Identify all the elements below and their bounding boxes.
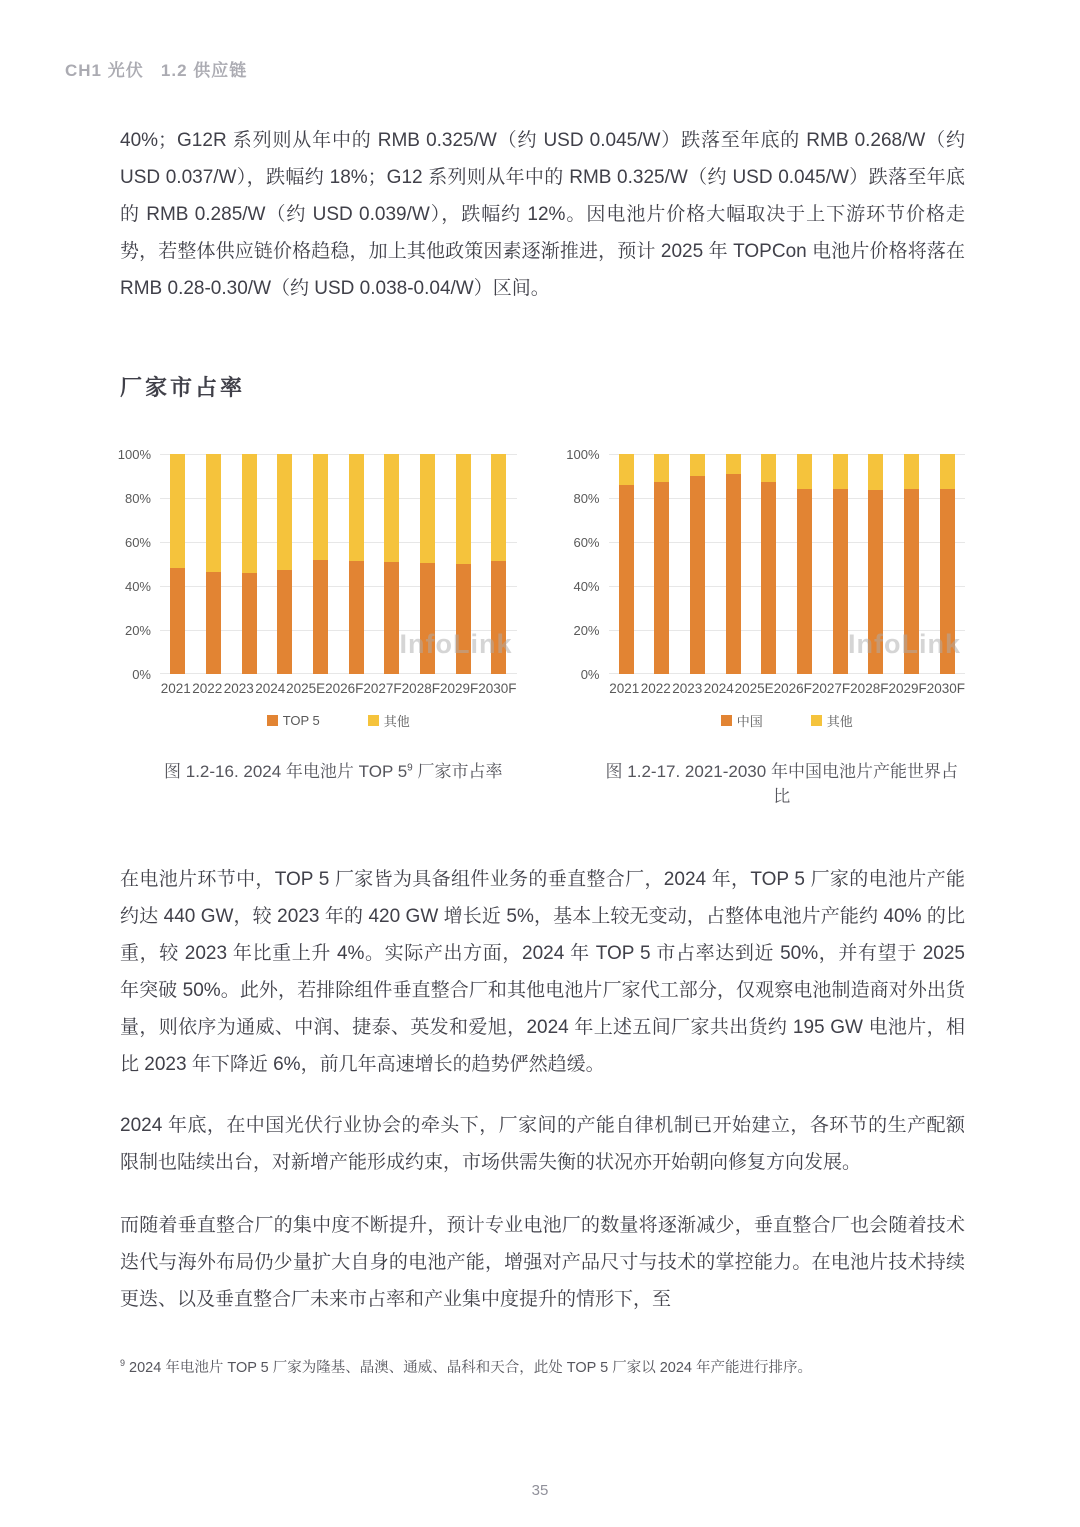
bar-segment-main [761,482,776,675]
x-tick-label: 2028F [850,681,889,696]
bar-stack [242,454,257,674]
x-tick-label: 2026F [773,681,812,696]
bar-segment-other [940,454,955,489]
bar-stack [170,454,185,674]
bar-segment-other [868,454,883,490]
bar-2024 [715,454,751,674]
bar-segment-main [277,570,292,675]
x-tick-label: 2024 [703,681,734,696]
bar-stack [313,454,328,674]
bar-segment-main [654,482,669,675]
bar-segment-main [619,485,634,674]
section-title: 厂家市占率 [120,375,246,400]
x-axis-spacer [569,681,609,696]
bar-segment-other [206,454,221,572]
legend-label: 其他 [826,714,853,729]
bar-stack [619,454,634,674]
y-tick-label: 100% [117,447,151,462]
x-axis-labels [609,681,966,696]
bar-segment-other [491,454,506,561]
bar-segment-other [833,454,848,489]
legend-swatch [368,715,379,726]
bar-2026F [787,454,823,674]
infolink-watermark: InfoLink [399,629,513,659]
body-paragraph: 而随着垂直整合厂的集中度不断提升，预计专业电池厂的数量将逐渐减少，垂直整合厂也会随着技术迭代与海外布局仍少量扩大自身的电池产能，增强对产品尺寸与技术的掌控能力。在电池片技术持续更迭、以及垂直整合厂未来市占率和产业集中度提升的情形下，至 [120,1215,965,1310]
bar-2022 [196,454,232,674]
bar-segment-other [654,454,669,482]
y-tick-label: 40% [573,579,600,594]
y-tick-label: 60% [573,535,600,550]
x-tick-label: 2023 [223,681,254,696]
bar-segment-other [242,454,257,573]
bar-segment-main [690,476,705,674]
footnote-text: 2024 年电池片 TOP 5 厂家为隆基、晶澳、通威、晶科和天合，此处 TOP 5 厂家以 2024 年产能进行排序。 [125,1359,813,1376]
bar-2021 [609,454,645,674]
legend-label: TOP 5 [282,713,320,728]
caption-text: 厂家市占率 [412,762,503,781]
bar-stack [690,454,705,674]
x-tick-label: 2027F [811,681,851,696]
x-tick-label: 2029F [888,681,927,696]
y-axis-labels [117,447,160,682]
bar-stack [384,454,399,674]
body-paragraph: 2024 年底，在中国光伏行业协会的牵头下，厂家间的产能自律机制已开始建立，各环节的生产配额限制也陆续出台，对新增产能形成约束，市场供需失衡的状况亦开始朝向修复方向发展。 [120,1115,965,1173]
bar-segment-other [761,454,776,482]
caption-text: 图 1.2-17. 2021-2030 年中国电池片产能世界占比 [605,762,958,806]
chart-area [566,447,966,682]
bar-2023 [680,454,716,674]
bar-stack [726,454,741,674]
x-tick-label: 2030F [478,681,517,696]
chart-plot [160,454,517,674]
bar-segment-main [242,573,257,674]
legend-label: 中国 [736,714,763,729]
legend-swatch [267,715,278,726]
figure-caption [150,757,517,782]
legend-label: 其他 [383,714,410,729]
bar-segment-other [619,454,634,485]
infolink-watermark: InfoLink [848,629,961,659]
chart-plot [609,454,966,674]
y-tick-label: 20% [124,623,151,638]
bar-segment-main [797,489,812,674]
caption-text: 图 1.2-16. 2024 年电池片 TOP 5 [164,762,408,781]
legend-item [368,711,410,730]
bar-2025E [303,454,339,674]
x-axis-labels [160,681,517,696]
bar-segment-main [206,572,221,674]
caption-footnote-marker: 9 [407,762,413,774]
bar-stack [761,454,776,674]
y-tick-label: 80% [573,491,600,506]
y-axis-labels [566,447,609,682]
y-tick-label: 100% [566,447,600,462]
chart-area [117,447,517,682]
footnote-marker: 9 [120,1358,126,1368]
legend-swatch [811,715,822,726]
x-tick-label: 2030F [926,681,966,696]
x-tick-label: 2027F [363,681,402,696]
bar-segment-main [170,568,185,674]
bar-segment-other [690,454,705,476]
x-tick-label: 2025E [286,681,326,696]
legend-item [721,711,763,730]
bar-2026F [338,454,374,674]
bar-2022 [644,454,680,674]
bar-segment-main [313,560,328,674]
intro-paragraph: 40%；G12R 系列则从年中的 RMB 0.325/W（约 USD 0.045/W）跌落至年底的 RMB 0.268/W（约 USD 0.037/W），跌幅约 18%；G12 系列则从年中的 RMB 0.325/W（约 USD 0.045/W）跌落至年底的 RMB 0.285/W（约 USD 0.039/W），跌幅约 12%。因电池片价格大幅取决于上下游环节价格走势，若整体供应链价格趋稳，加上其他政策因素逐渐推进，预计 2025 年 TOPCon 电池片价格将落在 RMB 0.28-0.30/W（约 USD 0.038-0.04/W）区间。 [120,130,965,299]
bar-segment-other [384,454,399,562]
bar-stack [833,454,848,674]
page-content [117,122,966,1393]
x-tick-label: 2021 [160,681,191,696]
x-tick-label: 2022 [192,681,223,696]
figure-caption [599,757,966,807]
legend-item [811,711,853,730]
bar-segment-other [797,454,812,489]
bar-2023 [231,454,267,674]
chart-cell-top5-market-share [117,447,517,807]
bar-2024 [267,454,303,674]
bar-segment-other [170,454,185,568]
footnote [120,1352,965,1379]
bar-stack [349,454,364,674]
chart-legend [609,711,966,730]
bar-segment-other [349,454,364,561]
x-tick-label: 2026F [325,681,364,696]
y-tick-label: 40% [124,579,151,594]
body-paragraph: 在电池片环节中，TOP 5 厂家皆为具备组件业务的垂直整合厂，2024 年，TOP 5 厂家的电池片产能约达 440 GW，较 2023 年的 420 GW 增长近 5%，基本上较无变动，占整体电池片产能约 40% 的比重，较 2023 年比重上升 4%。实际产出方面，2024 年 TOP 5 市占率达到近 50%，并有望于 2025 年突破 50%。此外，若排除组件垂直整合厂和其他电池片厂家代工部分，仅观察电池制造商对外出货量，则依序为通威、中润、捷泰、英发和爱旭，2024 年上述五间厂家共出货约 195 GW 电池片，相比 2023 年下降近 6%，前几年高速增长的趋势俨然趋缓。 [120,869,965,1075]
x-axis-spacer [120,681,160,696]
bar-segment-main [349,561,364,674]
bar-segment-main [726,474,741,674]
bar-2025E [751,454,787,674]
bar-2021 [160,454,196,674]
x-tick-label: 2024 [255,681,286,696]
x-tick-label: 2023 [672,681,703,696]
y-tick-label: 0% [580,667,600,682]
x-tick-label: 2029F [439,681,479,696]
x-tick-label: 2021 [609,681,640,696]
chart-cell-china-capacity-share [566,447,966,807]
y-tick-label: 80% [124,491,151,506]
bar-stack [797,454,812,674]
x-axis [569,681,966,696]
x-tick-label: 2022 [640,681,671,696]
charts-row [117,447,966,807]
bar-segment-other [456,454,471,564]
chart-legend [160,711,517,730]
bar-segment-other [726,454,741,474]
y-tick-label: 0% [132,667,151,682]
x-tick-label: 2028F [401,681,440,696]
chapter-breadcrumb: CH1 光伏 1.2 供应链 [65,61,248,80]
bar-stack [206,454,221,674]
bar-segment-main [833,489,848,674]
bar-stack [654,454,669,674]
y-tick-label: 60% [124,535,151,550]
bar-segment-other [904,454,919,489]
bar-segment-main [384,562,399,674]
legend-item [267,711,320,730]
bar-stack [277,454,292,674]
y-tick-label: 20% [573,623,600,638]
legend-swatch [721,715,732,726]
x-tick-label: 2025E [734,681,774,696]
bar-segment-other [420,454,435,563]
x-axis [120,681,517,696]
bar-segment-other [277,454,292,570]
bar-segment-other [313,454,328,560]
page-number: 35 [531,1482,549,1499]
